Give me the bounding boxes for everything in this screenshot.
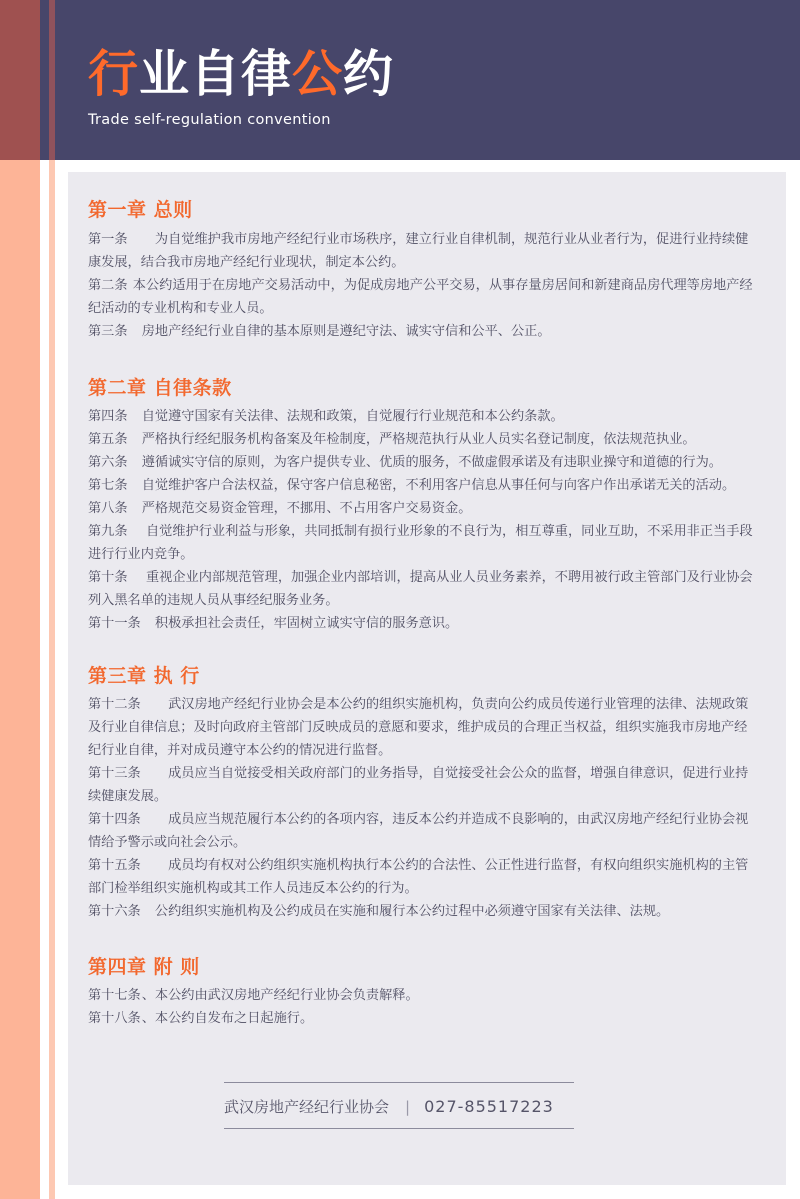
title-char: 约 — [343, 44, 394, 103]
footer-contact — [224, 1096, 584, 1117]
title-char: 公 — [292, 44, 343, 103]
article: 第六条 遵循诚实守信的原则，为客户提供专业、优质的服务，不做虚假承诺及有违职业操守和道德的行为。 — [88, 455, 722, 470]
chapter-heading: 第一章 总则 — [88, 199, 193, 221]
article-block — [88, 228, 756, 343]
article: 第十六条 公约组织实施机构及公约成员在实施和履行本公约过程中必须遵守国家有关法律、法规。 — [88, 904, 670, 919]
article: 第三条 房地产经纪行业自律的基本原则是遵纪守法、诚实守信和公平、公正。 — [88, 324, 551, 339]
footer-separator: | — [405, 1098, 411, 1116]
article: 第十七条、本公约由武汉房地产经纪行业协会负责解释。 — [88, 988, 419, 1003]
thin-decorative-stripe — [49, 0, 55, 1199]
article: 第四条 自觉遵守国家有关法律、法规和政策，自觉履行行业规范和本公约条款。 — [88, 409, 564, 424]
article-block — [88, 984, 756, 1030]
chapter-heading: 第二章 自律条款 — [88, 377, 232, 399]
title-char: 行 — [88, 44, 139, 103]
article: 第八条 严格规范交易资金管理，不挪用、不占用客户交易资金。 — [88, 501, 472, 516]
article: 第十三条 成员应当自觉接受相关政府部门的业务指导，自觉接受社会公众的监督，增强自律意识，促进行业持续健康发展。 — [88, 766, 749, 804]
article: 第五条 严格执行经纪服务机构备案及年检制度，严格规范执行从业人员实名登记制度，依法规范执业。 — [88, 432, 696, 447]
footer-divider-bottom — [224, 1128, 574, 1129]
chapter-heading: 第四章 附 则 — [88, 956, 200, 978]
thin-stripe-header-segment — [49, 0, 55, 160]
phone-number: 027-85517223 — [424, 1097, 554, 1116]
chapter-heading: 第三章 执 行 — [88, 665, 200, 687]
article: 第十二条 武汉房地产经纪行业协会是本公约的组织实施机构，负责向公约成员传递行业管理的法律、法规政策及行业自律信息；及时向政府主管部门反映成员的意愿和要求，维护成员的合理正当权益，组织实施我市房地产经纪行业自律，并对成员遵守本公约的情况进行监督。 — [88, 697, 749, 758]
page-subtitle: Trade self-regulation convention — [88, 112, 331, 128]
article: 第十五条 成员均有权对公约组织实施机构执行本公约的合法性、公正性进行监督，有权向组织实施机构的主管部门检举组织实施机构或其工作人员违反本公约的行为。 — [88, 858, 749, 896]
article: 第十八条、本公约自发布之日起施行。 — [88, 1011, 314, 1026]
article: 第七条 自觉维护客户合法权益，保守客户信息秘密，不利用客户信息从事任何与向客户作出承诺无关的活动。 — [88, 478, 736, 493]
article: 第一条 为自觉维护我市房地产经纪行业市场秩序，建立行业自律机制，规范行业从业者行为，促进行业持续健康发展，结合我市房地产经纪行业现状，制定本公约。 — [88, 232, 749, 270]
page-title — [88, 44, 394, 104]
left-stripe-header-segment — [0, 0, 40, 160]
article-block — [88, 405, 756, 635]
article: 第十四条 成员应当规范履行本公约的各项内容，违反本公约并造成不良影响的，由武汉房地产经纪行业协会视情给予警示或向社会公示。 — [88, 812, 749, 850]
left-decorative-stripe — [0, 0, 40, 1199]
article: 第二条 本公约适用于在房地产交易活动中，为促成房地产公平交易，从事存量房居间和新建商品房代理等房地产经纪活动的专业机构和专业人员。 — [88, 278, 753, 316]
organization-name: 武汉房地产经纪行业协会 — [224, 1098, 390, 1116]
title-char: 自 — [190, 44, 241, 103]
footer-divider-top — [224, 1082, 574, 1083]
article: 第十条 重视企业内部规范管理，加强企业内部培训，提高从业人员业务素养，不聘用被行政主管部门及行业协会列入黑名单的违规人员从事经纪服务业务。 — [88, 570, 753, 608]
article: 第九条 自觉维护行业利益与形象，共同抵制有损行业形象的不良行为，相互尊重，同业互助，不采用非正当手段进行行业内竞争。 — [88, 524, 753, 562]
title-char: 业 — [139, 44, 190, 103]
article-block — [88, 693, 756, 923]
article: 第十一条 积极承担社会责任，牢固树立诚实守信的服务意识。 — [88, 616, 459, 631]
title-char: 律 — [241, 44, 292, 103]
